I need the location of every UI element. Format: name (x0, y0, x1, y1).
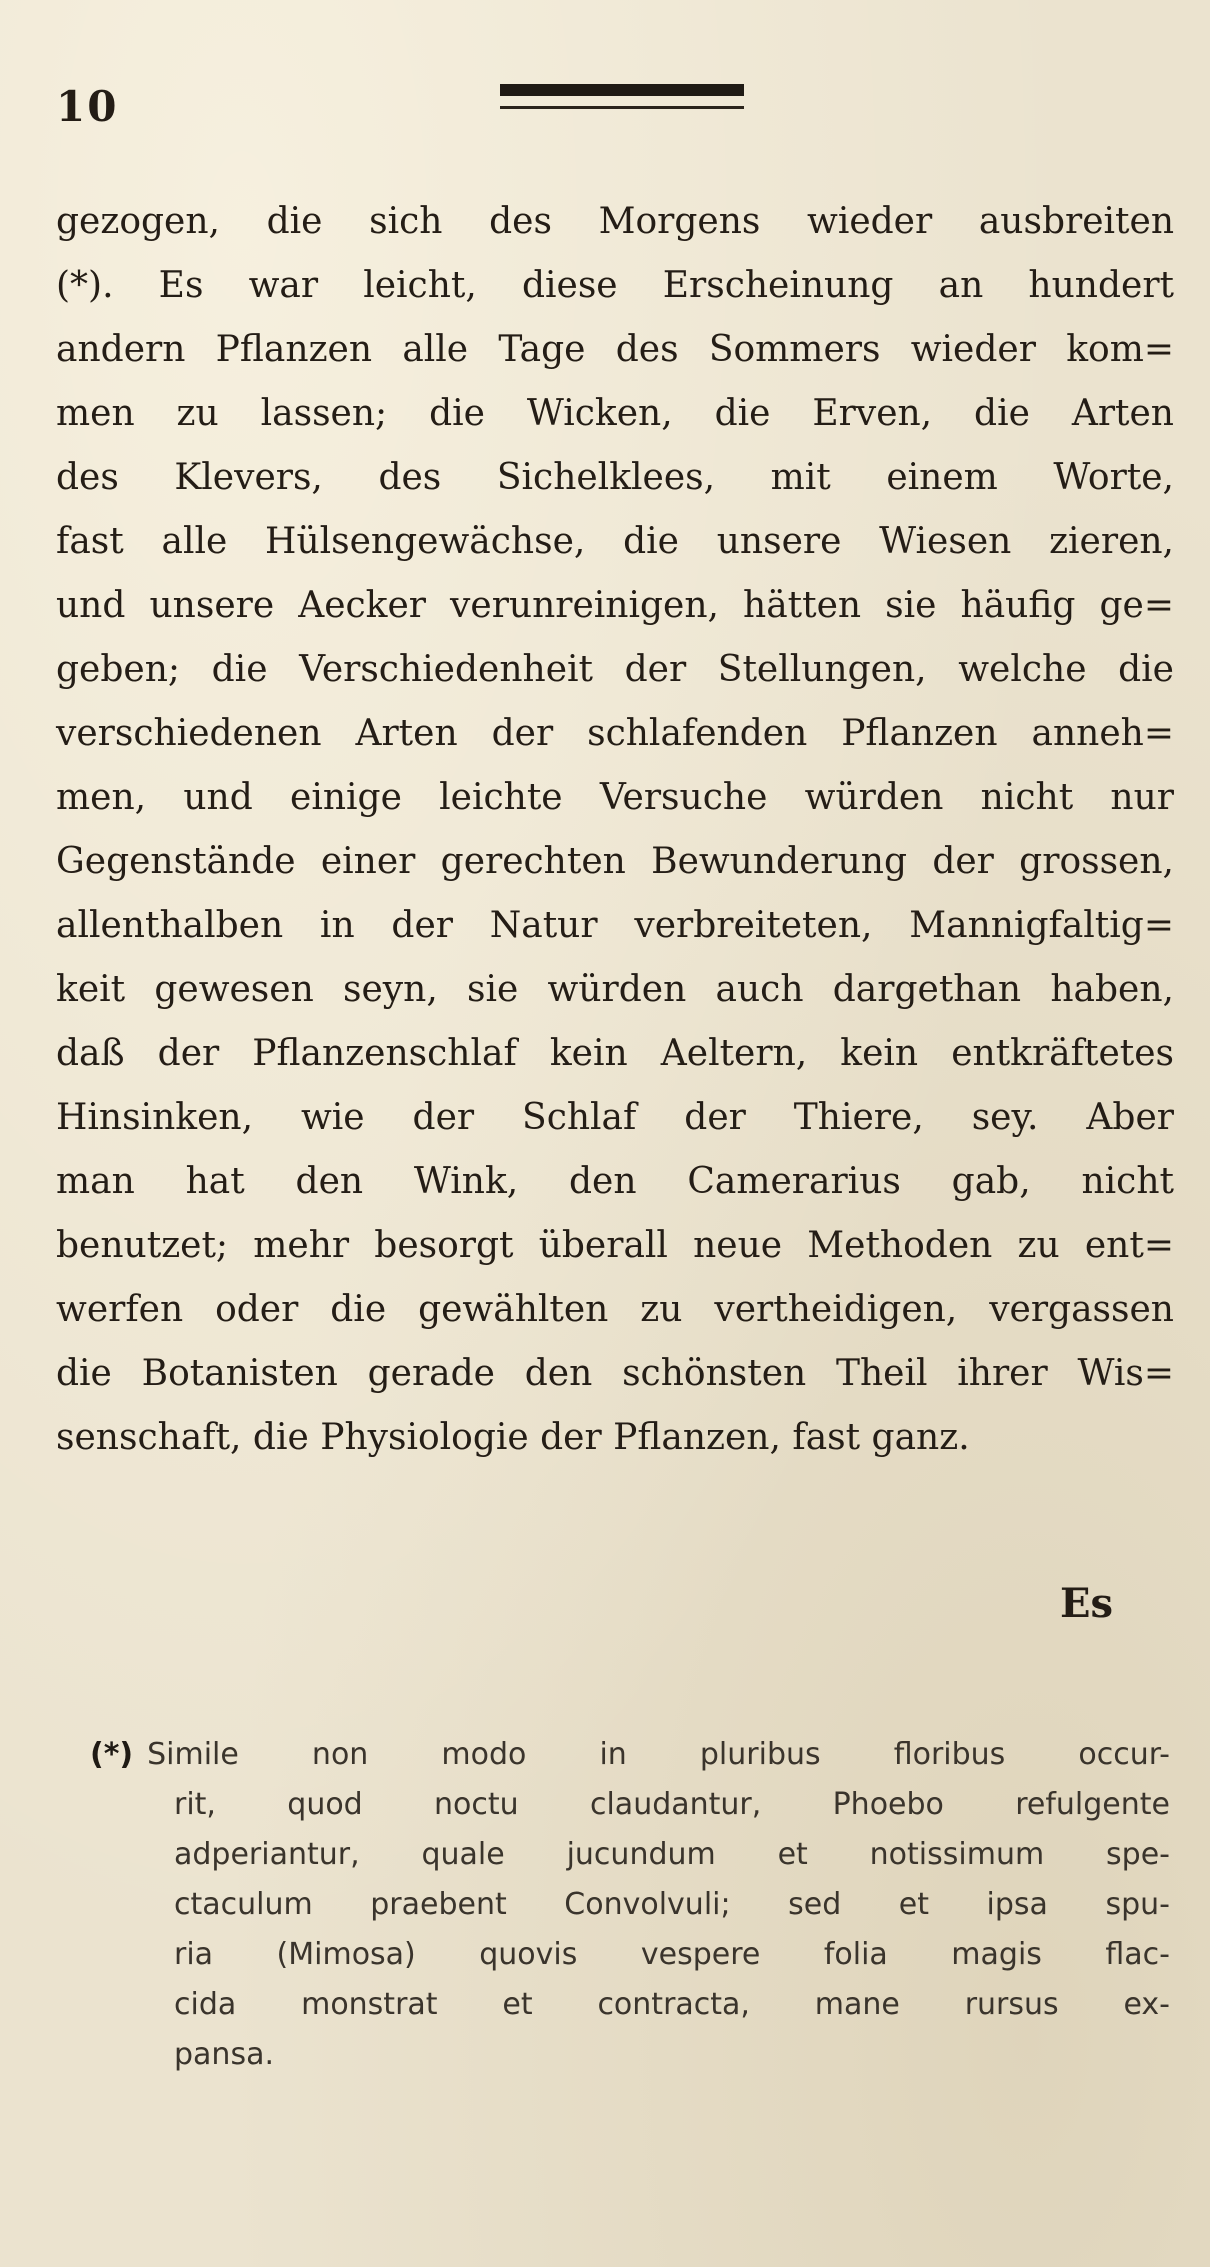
header-rule (500, 84, 744, 96)
text-line: daß der Pflanzenschlaf kein Aeltern, kein entkräftetes (56, 1033, 1174, 1074)
footnote-line: rit, quod noctu claudantur, Phoebo refulgente (174, 1787, 1170, 1822)
text-line: gezogen, die sich des Morgens wieder ausbreiten (56, 201, 1174, 242)
footnote-line: adperiantur, quale jucundum et notissimum spe- (174, 1837, 1170, 1872)
text-line: fast alle Hülsengewächse, die unsere Wiesen zieren, (56, 521, 1174, 562)
footnote-line: cida monstrat et contracta, mane rursus ex- (174, 1987, 1170, 2022)
text-line: benutzet; mehr besorgt überall neue Methoden zu ent= (56, 1225, 1174, 1266)
page-number: 10 (56, 82, 119, 131)
body-text (56, 190, 1174, 1470)
header-rule-thin (500, 106, 744, 109)
footnote-text: Simile non modo in pluribus floribus occur- (147, 1737, 1170, 1772)
text-line: senschaft, die Physiologie der Pflanzen, fast ganz. (56, 1417, 970, 1458)
text-line: andern Pflanzen alle Tage des Sommers wieder kom= (56, 329, 1174, 370)
text-line: men, und einige leichte Versuche würden nicht nur (56, 777, 1174, 818)
text-line: Hinsinken, wie der Schlaf der Thiere, sey. Aber (56, 1097, 1174, 1138)
text-line: allenthalben in der Natur verbreiteten, Mannigfaltig= (56, 905, 1174, 946)
catchword: Es (1060, 1580, 1114, 1627)
text-line: men zu lassen; die Wicken, die Erven, die Arten (56, 393, 1174, 434)
text-line: (*). Es war leicht, diese Erscheinung an hundert (56, 265, 1174, 306)
text-line: verschiedenen Arten der schlafenden Pflanzen anneh= (56, 713, 1174, 754)
text-line: geben; die Verschiedenheit der Stellungen, welche die (56, 649, 1174, 690)
text-line: werfen oder die gewählten zu vertheidigen, vergassen (56, 1289, 1174, 1330)
text-line: des Klevers, des Sichelklees, mit einem Worte, (56, 457, 1174, 498)
text-line: Gegenstände einer gerechten Bewunderung der grossen, (56, 841, 1174, 882)
footnote-line: ria (Mimosa) quovis vespere folia magis flac- (174, 1937, 1170, 1972)
footnote (90, 1730, 1170, 2080)
text-line: man hat den Wink, den Camerarius gab, nicht (56, 1161, 1174, 1202)
footnote-line: ctaculum praebent Convolvuli; sed et ipsa spu- (174, 1887, 1170, 1922)
footnote-line (90, 1730, 1170, 1780)
text-line: die Botanisten gerade den schönsten Theil ihrer Wis= (56, 1353, 1174, 1394)
footnote-line: pansa. (174, 2037, 274, 2072)
text-line: keit gewesen seyn, sie würden auch dargethan haben, (56, 969, 1174, 1010)
footnote-marker: (*) (90, 1737, 134, 1772)
text-line: und unsere Aecker verunreinigen, hätten sie häufig ge= (56, 585, 1174, 626)
